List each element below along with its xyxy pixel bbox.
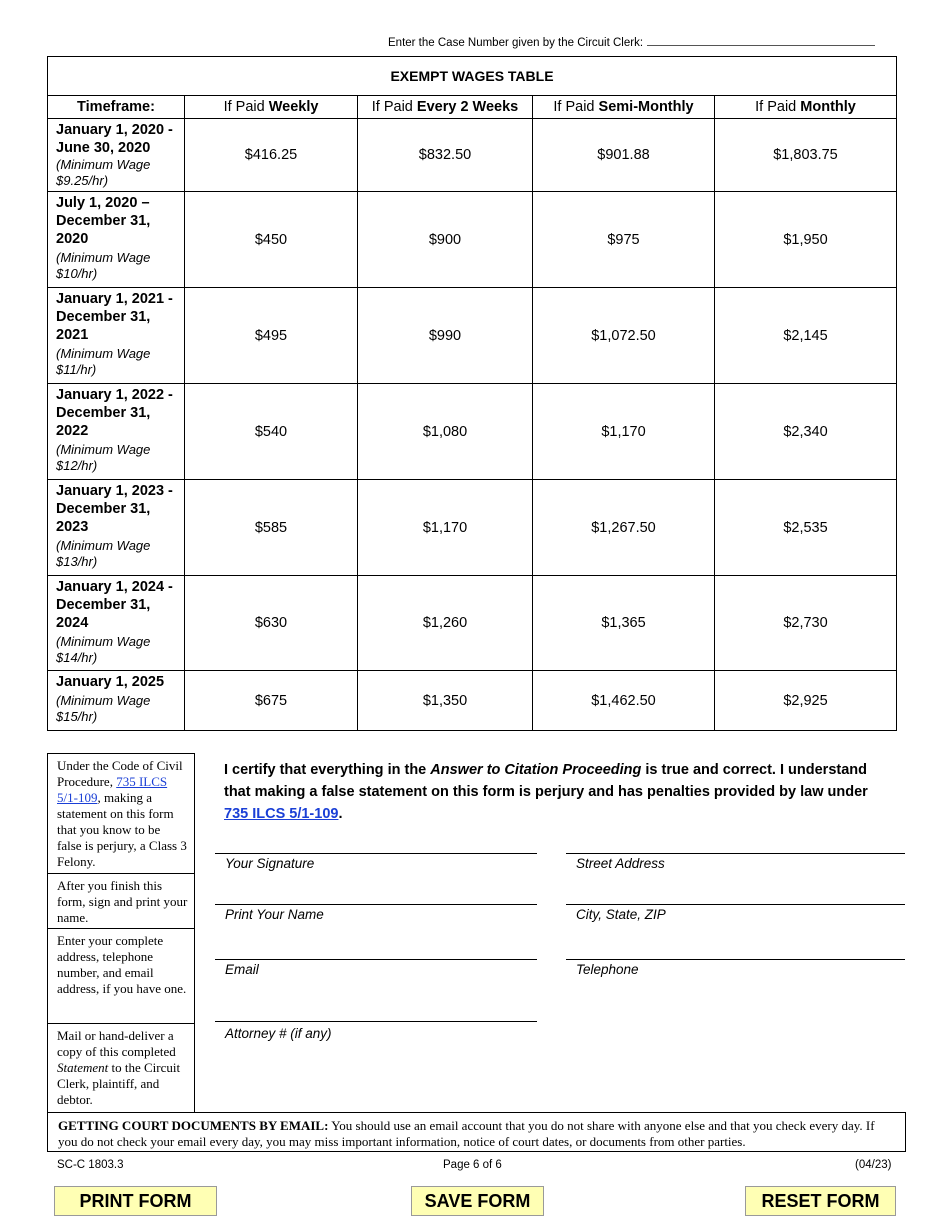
email-field[interactable] xyxy=(215,959,537,977)
table-title: EXEMPT WAGES TABLE xyxy=(48,57,897,96)
case-number-input[interactable] xyxy=(647,34,875,46)
perjury-instruction xyxy=(48,754,194,874)
row-min-wage: (Minimum Wage $14/hr) xyxy=(56,634,151,665)
street-address-label: Street Address xyxy=(576,856,665,871)
cell-semimonthly: $1,462.50 xyxy=(533,671,715,731)
col-prefix: If Paid xyxy=(371,99,413,115)
table-row xyxy=(48,671,897,731)
instructions-sidebar xyxy=(47,753,195,1112)
email-notice-text: You should use an email account that you do not share with anyone else and that you check every day. If you do not check your email every day, you may miss important information, notice of court dates, or documents from other parties. xyxy=(58,1118,875,1149)
cell-semimonthly: $1,170 xyxy=(533,384,715,480)
cell-monthly: $2,925 xyxy=(715,671,897,731)
telephone-label: Telephone xyxy=(576,962,639,977)
row-timeframe: January 1, 2022 -December 31, 2022 xyxy=(56,387,173,439)
cell-biweekly: $1,350 xyxy=(358,671,533,731)
col-biweekly-label: Every 2 Weeks xyxy=(416,99,519,115)
cell-semimonthly: $975 xyxy=(533,192,715,288)
cell-biweekly: $990 xyxy=(358,288,533,384)
table-row xyxy=(48,192,897,288)
certify-end: . xyxy=(338,806,343,822)
cell-weekly: $675 xyxy=(185,671,358,731)
row-timeframe: January 1, 2020 - June 30, 2020 xyxy=(56,122,173,156)
attorney-number-label: Attorney # (if any) xyxy=(225,1026,332,1041)
cell-weekly: $540 xyxy=(185,384,358,480)
reset-form-button[interactable]: RESET FORM xyxy=(745,1186,896,1216)
certify-form-name: Answer to Citation Proceeding xyxy=(430,762,642,778)
cell-biweekly: $900 xyxy=(358,192,533,288)
cell-biweekly: $1,170 xyxy=(358,480,533,576)
city-state-zip-label: City, State, ZIP xyxy=(576,907,666,922)
row-min-wage: (Minimum Wage $12/hr) xyxy=(56,442,151,473)
attorney-number-field[interactable] xyxy=(215,1021,537,1041)
cell-biweekly: $832.50 xyxy=(358,119,533,192)
print-name-field[interactable] xyxy=(215,904,537,922)
col-prefix: If Paid xyxy=(553,99,595,115)
cell-monthly: $2,145 xyxy=(715,288,897,384)
row-timeframe: January 1, 2023 -December 31, 2023 xyxy=(56,483,173,535)
row-timeframe: January 1, 2025 xyxy=(56,674,165,690)
col-monthly xyxy=(715,96,897,119)
cell-biweekly: $1,080 xyxy=(358,384,533,480)
table-header-row xyxy=(48,96,897,119)
street-address-field[interactable] xyxy=(566,853,905,871)
table-row xyxy=(48,384,897,480)
cell-semimonthly: $1,072.50 xyxy=(533,288,715,384)
cell-semimonthly: $1,365 xyxy=(533,576,715,671)
cell-weekly: $585 xyxy=(185,480,358,576)
col-weekly-label: Weekly xyxy=(268,99,319,115)
table-row xyxy=(48,480,897,576)
mail-text-italic: Statement xyxy=(57,1060,109,1075)
mail-text-end: to the Circuit Clerk, plaintiff, and debtor. xyxy=(57,1060,181,1107)
cell-weekly: $495 xyxy=(185,288,358,384)
print-name-label: Print Your Name xyxy=(225,907,324,922)
email-label: Email xyxy=(225,962,259,977)
col-semimonthly xyxy=(533,96,715,119)
page-number: Page 6 of 6 xyxy=(443,1159,502,1171)
cell-weekly: $416.25 xyxy=(185,119,358,192)
statute-link[interactable]: 735 ILCS 5/1-109 xyxy=(57,774,168,805)
certify-text: I certify that everything in the xyxy=(224,762,427,778)
cell-weekly: $630 xyxy=(185,576,358,671)
table-row xyxy=(48,119,897,192)
table-row xyxy=(48,288,897,384)
cell-monthly: $2,340 xyxy=(715,384,897,480)
table-row xyxy=(48,576,897,671)
row-timeframe: July 1, 2020 – December 31, 2020 xyxy=(56,195,151,247)
email-notice-heading: GETTING COURT DOCUMENTS BY EMAIL: xyxy=(58,1118,329,1133)
signature-label: Your Signature xyxy=(225,856,315,871)
print-form-button[interactable]: PRINT FORM xyxy=(54,1186,217,1216)
cell-weekly: $450 xyxy=(185,192,358,288)
certification-statement xyxy=(224,759,896,825)
cell-semimonthly: $1,267.50 xyxy=(533,480,715,576)
signature-field[interactable] xyxy=(215,853,537,871)
row-min-wage: (Minimum Wage $10/hr) xyxy=(56,250,151,281)
certify-text-2: is true and correct. I understand that making a false statement on this form is perjury and has penalties provided by law under xyxy=(224,762,868,800)
mail-instruction xyxy=(48,1024,194,1113)
cell-biweekly: $1,260 xyxy=(358,576,533,671)
perjury-text: Under the Code of Civil Procedure, xyxy=(57,758,183,789)
cell-monthly: $2,730 xyxy=(715,576,897,671)
form-id: SC-C 1803.3 xyxy=(57,1159,124,1171)
case-number-label: Enter the Case Number given by the Circuit Clerk: xyxy=(388,37,644,49)
col-semimonthly-label: Semi-Monthly xyxy=(598,99,694,115)
col-timeframe: Timeframe: xyxy=(48,96,185,119)
row-min-wage: (Minimum Wage $15/hr) xyxy=(56,693,151,724)
row-timeframe: January 1, 2021 -December 31, 2021 xyxy=(56,291,173,343)
telephone-field[interactable] xyxy=(566,959,905,977)
col-prefix: If Paid xyxy=(223,99,265,115)
save-form-button[interactable]: SAVE FORM xyxy=(411,1186,544,1216)
row-min-wage: (Minimum Wage $13/hr) xyxy=(56,538,151,569)
case-number-line xyxy=(388,34,875,49)
cell-semimonthly: $901.88 xyxy=(533,119,715,192)
address-instruction: Enter your complete address, telephone number, and email address, if you have one. xyxy=(48,929,194,1024)
row-min-wage: (Minimum Wage $9.25/hr) xyxy=(56,157,151,188)
city-state-zip-field[interactable] xyxy=(566,904,905,922)
mail-text: Mail or hand-deliver a copy of this completed xyxy=(57,1028,176,1059)
col-monthly-label: Monthly xyxy=(800,99,856,115)
cell-monthly: $1,950 xyxy=(715,192,897,288)
cell-monthly: $2,535 xyxy=(715,480,897,576)
row-timeframe: January 1, 2024 -December 31, 2024 xyxy=(56,579,173,631)
certify-statute-link[interactable]: 735 ILCS 5/1-109 xyxy=(224,806,339,822)
col-biweekly xyxy=(358,96,533,119)
sign-instruction: After you finish this form, sign and print your name. xyxy=(48,874,194,929)
row-min-wage: (Minimum Wage $11/hr) xyxy=(56,346,151,377)
col-prefix: If Paid xyxy=(755,99,797,115)
exempt-wages-table xyxy=(47,56,897,731)
col-weekly xyxy=(185,96,358,119)
cell-monthly: $1,803.75 xyxy=(715,119,897,192)
form-revision: (04/23) xyxy=(855,1159,892,1171)
email-notice xyxy=(47,1112,906,1152)
perjury-text-end: , making a statement on this form that you know to be false is perjury, a Class 3 Felony. xyxy=(57,790,187,869)
